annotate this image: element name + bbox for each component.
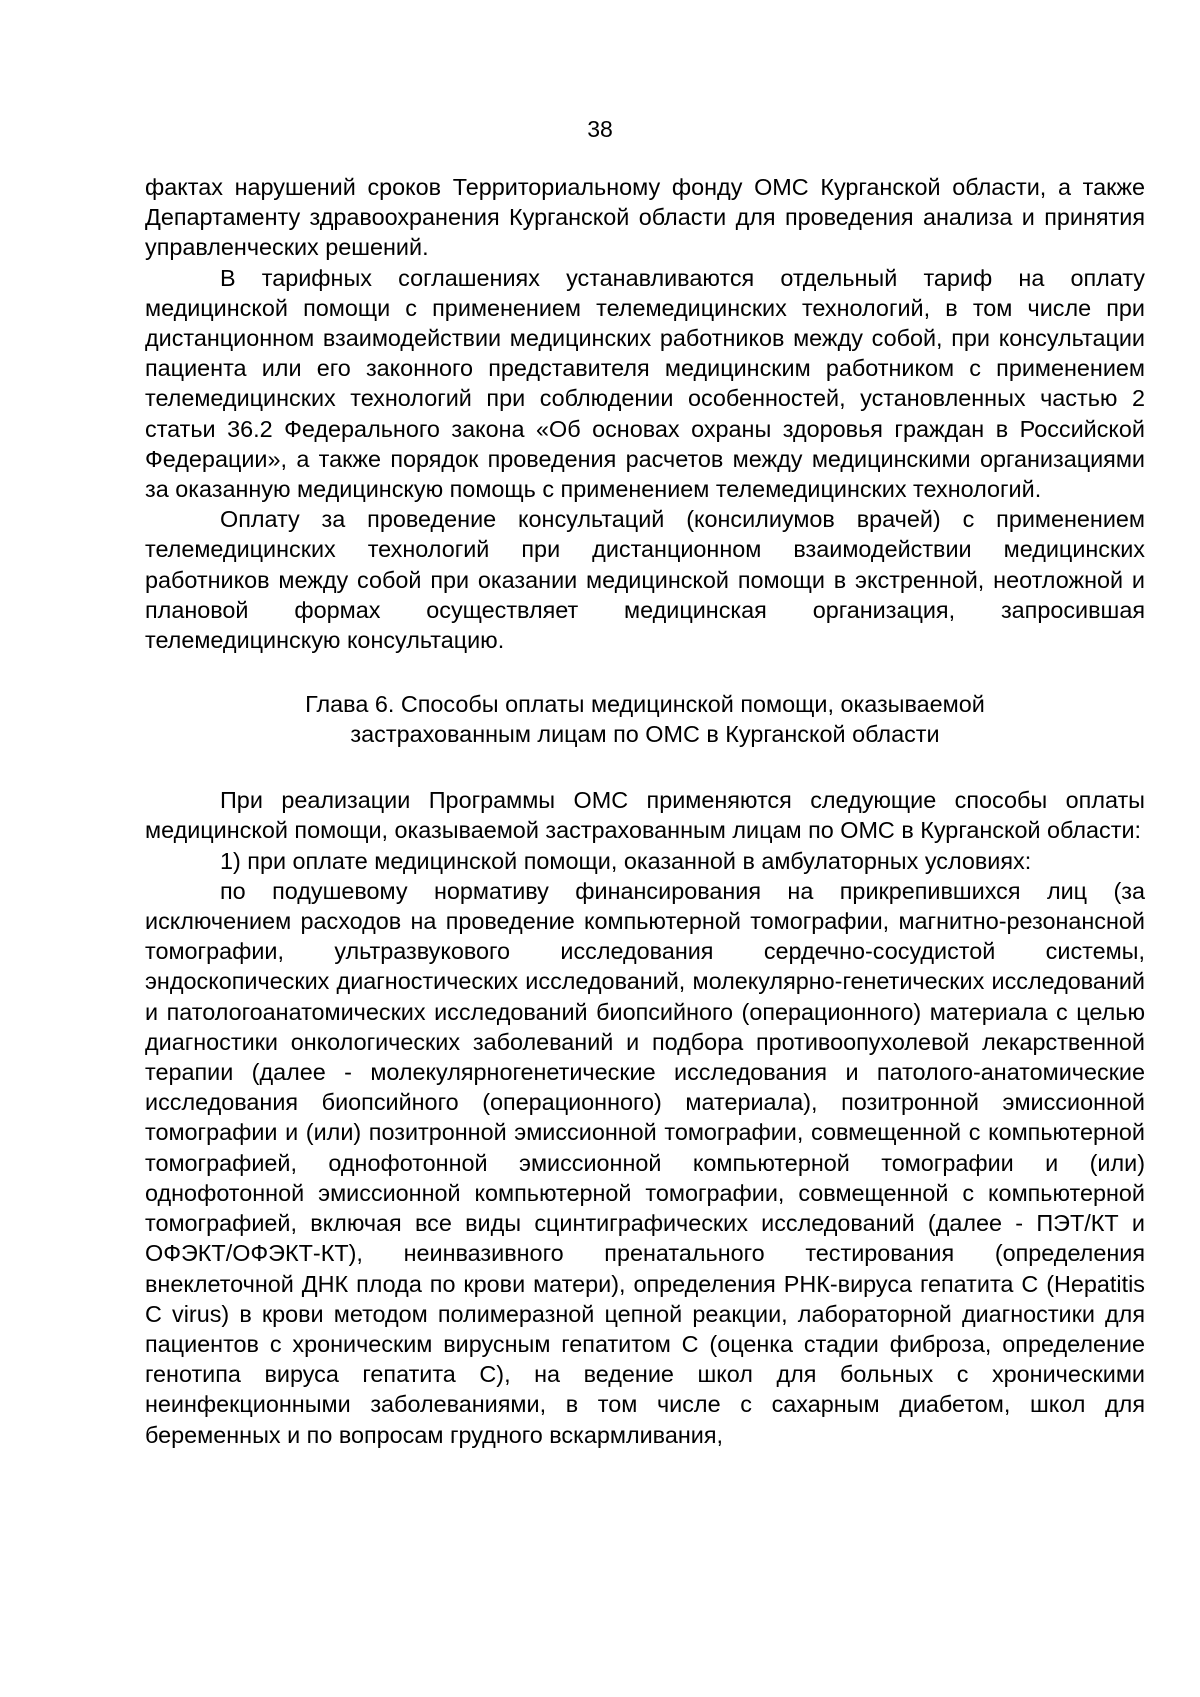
paragraph: Оплату за проведение консультаций (консилиумов врачей) с применением телемедицинских технологий при дистанционном взаимодействии медицинских работников между собой при оказании медицинской помощи в экстренной, неотложной и плановой формах осуществляет медицинская организация, запросившая телемедицинскую консультацию. — [145, 506, 1145, 654]
chapter-heading-line: Глава 6. Способы оплаты медицинской помощи, оказываемой — [305, 691, 985, 718]
document-body — [145, 172, 1145, 1450]
paragraph: фактах нарушений сроков Территориальному фонду ОМС Курганской области, а также Департаменту здравоохранения Курганской области для проведения анализа и принятия управленческих решений. — [145, 174, 1145, 261]
list-item: 1) при оплате медицинской помощи, оказанной в амбулаторных условиях: — [220, 847, 1032, 874]
page-number: 38 — [587, 116, 613, 142]
chapter-heading-line: застрахованным лицам по ОМС в Курганской области — [350, 721, 940, 748]
chapter-heading — [145, 689, 1145, 749]
paragraph: При реализации Программы ОМС применяются следующие способы оплаты медицинской помощи, оказываемой застрахованным лицам по ОМС в Курганской области: — [145, 787, 1145, 844]
paragraph: по подушевому нормативу финансирования на прикрепившихся лиц (за исключением расходов на проведение компьютерной томографии, магнитно-резонансной томографии, ультразвукового исследования сердечно-сосудистой системы, эндоскопических диагностических исследований, молекулярно-генетических исследований и патологоанатомических исследований биопсийного (операционного) материала с целью диагностики онкологических заболеваний и подбора противоопухолевой лекарственной терапии (далее - молекулярногенетические исследования и патолого-анатомические исследования биопсийного (операционного) материала), позитронной эмиссионной томографии и (или) позитронной эмиссионной томографии, совмещенной с компьютерной томографией, однофотонной эмиссионной компьютерной томографии и (или) однофотонной эмиссионной компьютерной томографии, совмещенной с компьютерной томографией, включая все виды сцинтиграфических исследований (далее - ПЭТ/КТ и ОФЭКТ/ОФЭКТ-КТ), неинвазивного пренатального тестирования (определения внеклеточной ДНК плода по крови матери), определения РНК-вируса гепатита С (Hepatitis C virus) в крови методом полимеразной цепной реакции, лабораторной диагностики для пациентов с хроническим вирусным гепатитом С (оценка стадии фиброза, определение генотипа вируса гепатита С), на ведение школ для больных с хроническими неинфекционными заболеваниями, в том числе с сахарным диабетом, школ для беременных и по вопросам грудного вскармливания, — [145, 877, 1145, 1448]
paragraph: В тарифных соглашениях устанавливаются отдельный тариф на оплату медицинской помощи с применением телемедицинских технологий, в том числе при дистанционном взаимодействии медицинских работников между собой, при консультации пациента или его законного представителя медицинским работником с применением телемедицинских технологий при соблюдении особенностей, установленных частью 2 статьи 36.2 Федерального закона «Об основах охраны здоровья граждан в Российской Федерации», а также порядок проведения расчетов между медицинскими организациями за оказанную медицинскую помощь с применением телемедицинских технологий. — [145, 264, 1145, 503]
